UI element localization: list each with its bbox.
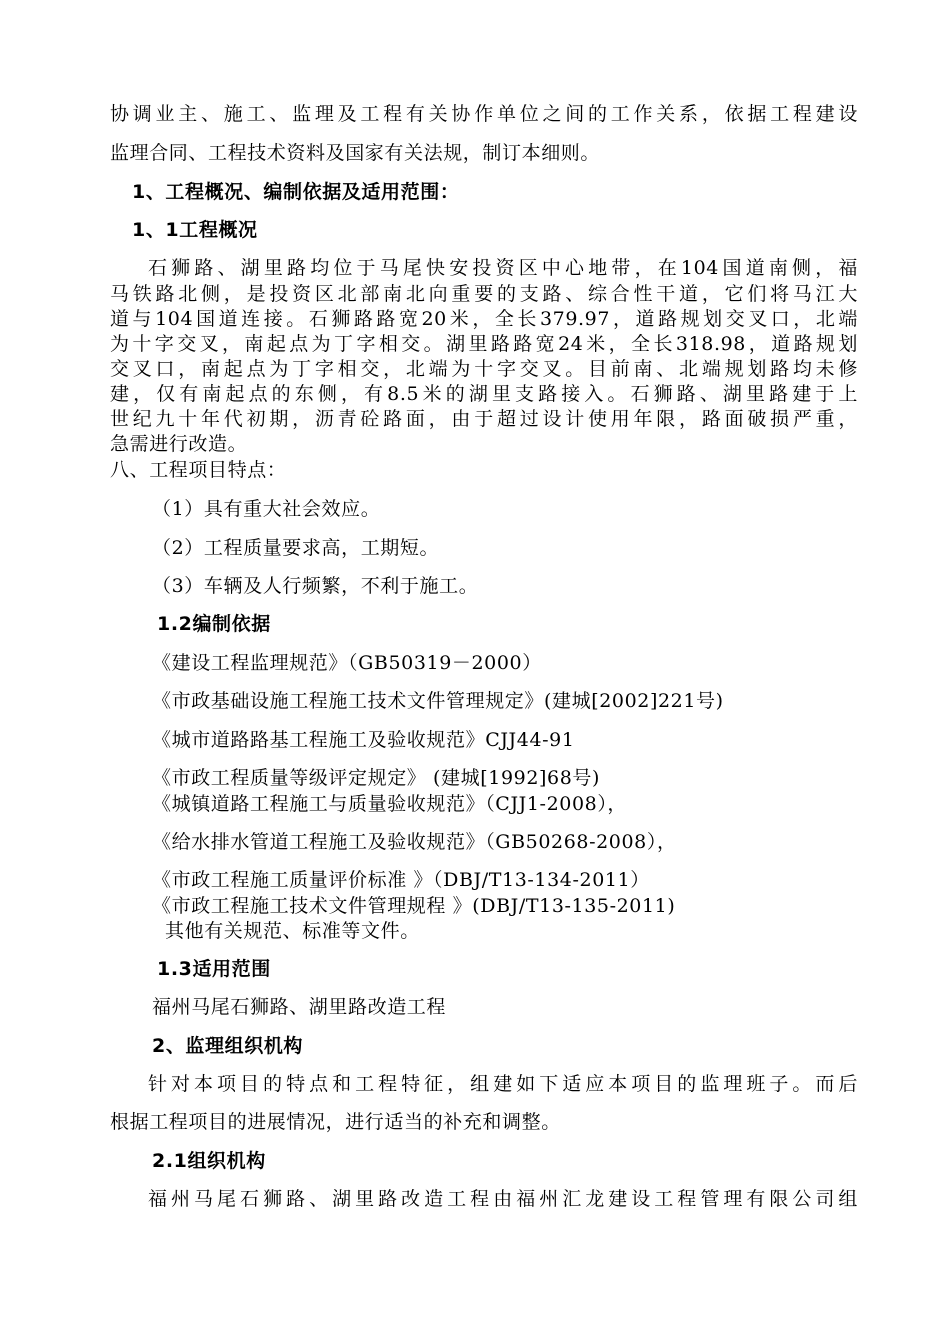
overview-line-4: 为十字交叉，南起点为丁字相交。湖里路路宽24米，全长318.98，道路规划 xyxy=(110,333,858,355)
intro-line-2: 监理合同、工程技术资料及国家有关法规，制订本细则。 xyxy=(110,142,601,164)
intro-line-1: 协调业主、施工、监理及工程有关协作单位之间的工作关系，依据工程建设 xyxy=(110,103,858,125)
subsection-2-1-heading: 2.1组织机构 xyxy=(152,1150,266,1172)
subsection-1-2-heading: 1.2编制依据 xyxy=(157,613,271,635)
reference-item-2: 《市政基础设施工程施工技术文件管理规定》(建城[2002]221号) xyxy=(152,690,724,712)
feature-item-2: （2）工程质量要求高，工期短。 xyxy=(152,537,440,559)
org-line-1: 福州马尾石狮路、湖里路改造工程由福州汇龙建设工程管理有限公司组 xyxy=(148,1188,858,1210)
overview-line-2: 马铁路北侧，是投资区北部南北向重要的支路、综合性干道，它们将马江大 xyxy=(110,283,858,305)
subsection-1-1-heading: 1、1工程概况 xyxy=(132,219,258,241)
overview-line-8: 急需进行改造。 xyxy=(110,433,248,455)
reference-item-5: 《城镇道路工程施工与质量验收规范》（CJJ1-2008）， xyxy=(152,793,628,815)
reference-item-3: 《城市道路路基工程施工及验收规范》CJJ44-91 xyxy=(152,729,575,751)
overview-line-5: 交叉口，南起点为丁字相交，北端为十字交叉。目前南、北端规划路均未修 xyxy=(110,358,858,380)
subsection-1-3-heading: 1.3适用范围 xyxy=(157,958,271,980)
section-2-para-line-1: 针对本项目的特点和工程特征，组建如下适应本项目的监理班子。而后 xyxy=(148,1073,858,1095)
overview-line-7: 世纪九十年代初期，沥青砼路面，由于超过设计使用年限，路面破损严重， xyxy=(110,408,858,430)
reference-item-6: 《给水排水管道工程施工及验收规范》（GB50268-2008）， xyxy=(152,831,677,853)
overview-line-6: 建，仅有南起点的东侧，有8.5米的湖里支路接入。石狮路、湖里路建于上 xyxy=(110,383,858,405)
feature-item-3: （3）车辆及人行频繁，不利于施工。 xyxy=(152,575,479,597)
section-1-heading: 1、工程概况、编制依据及适用范围： xyxy=(132,181,460,203)
features-heading: 八、工程项目特点： xyxy=(110,459,287,481)
reference-item-4: 《市政工程质量等级评定规定》 (建城[1992]68号) xyxy=(152,767,601,789)
overview-line-1: 石狮路、湖里路均位于马尾快安投资区中心地带，在104国道南侧，福 xyxy=(148,257,858,279)
scope-text: 福州马尾石狮路、湖里路改造工程 xyxy=(152,996,447,1018)
section-2-heading: 2、监理组织机构 xyxy=(152,1035,304,1057)
feature-item-1: （1）具有重大社会效应。 xyxy=(152,498,381,520)
reference-item-7: 《市政工程施工质量评价标准 》（DBJ/T13-134-2011） xyxy=(152,869,650,891)
reference-item-9: 其他有关规范、标准等文件。 xyxy=(165,920,420,942)
overview-line-3: 道与104国道连接。石狮路路宽20米，全长379.97，道路规划交叉口，北端 xyxy=(110,308,858,330)
reference-item-8: 《市政工程施工技术文件管理规程 》(DBJ/T13-135-2011) xyxy=(152,895,676,917)
section-2-para-line-2: 根据工程项目的进展情况，进行适当的补充和调整。 xyxy=(110,1111,561,1133)
reference-item-1: 《建设工程监理规范》（GB50319－2000） xyxy=(152,652,542,674)
